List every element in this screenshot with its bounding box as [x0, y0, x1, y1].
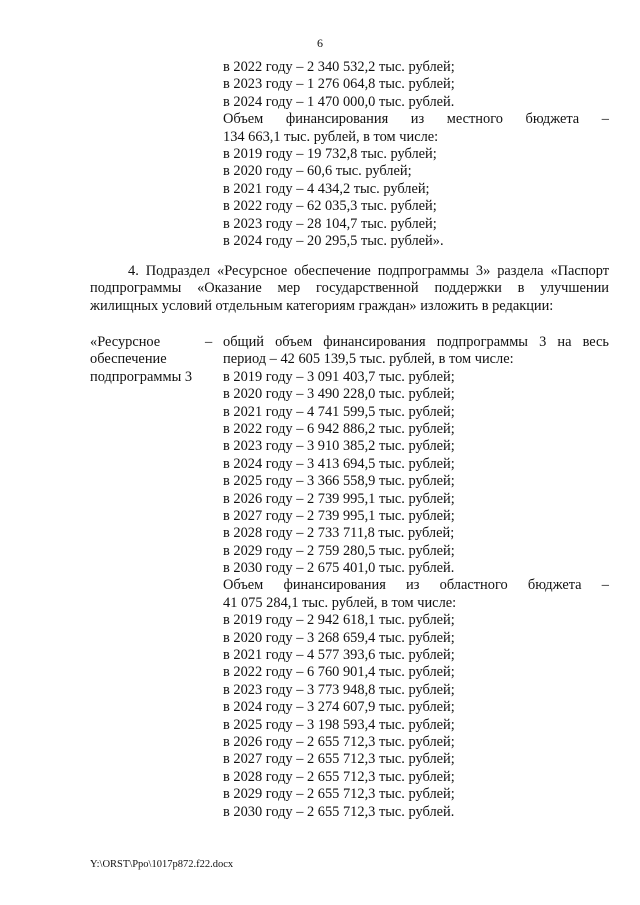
funding-line: в 2024 году – 20 295,5 тыс. рублей». [223, 232, 444, 249]
funding-line: в 2029 году – 2 759 280,5 тыс. рублей; [223, 542, 455, 559]
funding-line: в 2028 году – 2 655 712,3 тыс. рублей; [223, 768, 455, 785]
funding-line: в 2029 году – 2 655 712,3 тыс. рублей; [223, 786, 455, 803]
funding-line: в 2021 году – 4 434,2 тыс. рублей; [223, 180, 430, 197]
total-funding-heading: общий объем финансирования подпрограммы 3 на весь [223, 334, 609, 350]
funding-line: в 2025 году – 3 198 593,4 тыс. рублей; [223, 716, 455, 733]
local-budget-total: 134 663,1 тыс. рублей, в том числе: [223, 128, 439, 145]
funding-line: в 2026 году – 2 739 995,1 тыс. рублей; [223, 490, 455, 507]
funding-line: в 2028 году – 2 733 711,8 тыс. рублей; [223, 525, 455, 542]
funding-line: в 2020 году – 60,6 тыс. рублей; [223, 163, 412, 180]
funding-line: в 2019 году – 3 091 403,7 тыс. рублей; [223, 368, 455, 385]
funding-line: в 2027 году – 2 655 712,3 тыс. рублей; [223, 751, 455, 768]
funding-line: в 2022 году – 62 035,3 тыс. рублей; [223, 198, 437, 215]
file-path-footer: Y:\ORST\Ppo\1017p872.f22.docx [90, 859, 234, 870]
funding-line: в 2023 году – 3 773 948,8 тыс. рублей; [223, 681, 455, 698]
funding-line: в 2024 году – 3 274 607,9 тыс. рублей; [223, 699, 455, 716]
page-number: 6 [317, 36, 323, 50]
label-line: обеспечение [90, 351, 167, 368]
funding-continuation-block [223, 59, 609, 250]
amendment-paragraph-4 [90, 263, 609, 315]
paragraph-line: 4. Подраздел «Ресурсное обеспечение подпрограммы 3» раздела «Паспорт [128, 263, 609, 279]
funding-line: в 2024 году – 3 413 694,5 тыс. рублей; [223, 455, 455, 472]
resource-section-values [223, 334, 609, 821]
regional-budget-heading: Объем финансирования из областного бюджета – [223, 577, 609, 594]
funding-line: в 2022 году – 2 340 532,2 тыс. рублей; [223, 59, 455, 75]
funding-line: в 2030 году – 2 675 401,0 тыс. рублей. [223, 560, 455, 577]
funding-line: в 2022 году – 6 942 886,2 тыс. рублей; [223, 420, 455, 437]
funding-line: в 2020 году – 3 490 228,0 тыс. рублей; [223, 386, 455, 403]
funding-line: в 2019 году – 19 732,8 тыс. рублей; [223, 145, 437, 162]
funding-line: в 2019 году – 2 942 618,1 тыс. рублей; [223, 612, 455, 629]
funding-line: в 2027 году – 2 739 995,1 тыс. рублей; [223, 507, 455, 524]
regional-budget-total: 41 075 284,1 тыс. рублей, в том числе: [223, 594, 457, 611]
funding-line: в 2021 году – 4 741 599,5 тыс. рублей; [223, 403, 455, 420]
funding-line: в 2023 году – 1 276 064,8 тыс. рублей; [223, 76, 455, 93]
paragraph-line: жилищных условий отдельным категориям граждан» изложить в редакции: [90, 297, 554, 314]
resource-section-label [90, 334, 213, 386]
funding-line: в 2022 году – 6 760 901,4 тыс. рублей; [223, 664, 455, 681]
separator-dash: – [205, 334, 213, 350]
label-line: «Ресурсное [90, 334, 161, 350]
funding-line: в 2023 году – 3 910 385,2 тыс. рублей; [223, 438, 455, 455]
total-funding-amount: период – 42 605 139,5 тыс. рублей, в том числе: [223, 351, 514, 368]
paragraph-line: подпрограммы «Оказание мер государственной поддержки в улучшении [90, 280, 609, 297]
funding-line: в 2026 году – 2 655 712,3 тыс. рублей; [223, 733, 455, 750]
funding-line: в 2024 году – 1 470 000,0 тыс. рублей. [223, 93, 455, 110]
local-budget-heading: Объем финансирования из местного бюджета – [223, 111, 609, 128]
funding-line: в 2021 году – 4 577 393,6 тыс. рублей; [223, 647, 455, 664]
label-line: подпрограммы 3 [90, 368, 193, 385]
funding-line: в 2030 году – 2 655 712,3 тыс. рублей. [223, 803, 455, 820]
funding-line: в 2025 году – 3 366 558,9 тыс. рублей; [223, 473, 455, 490]
funding-line: в 2023 году – 28 104,7 тыс. рублей; [223, 215, 437, 232]
funding-line: в 2020 году – 3 268 659,4 тыс. рублей; [223, 629, 455, 646]
